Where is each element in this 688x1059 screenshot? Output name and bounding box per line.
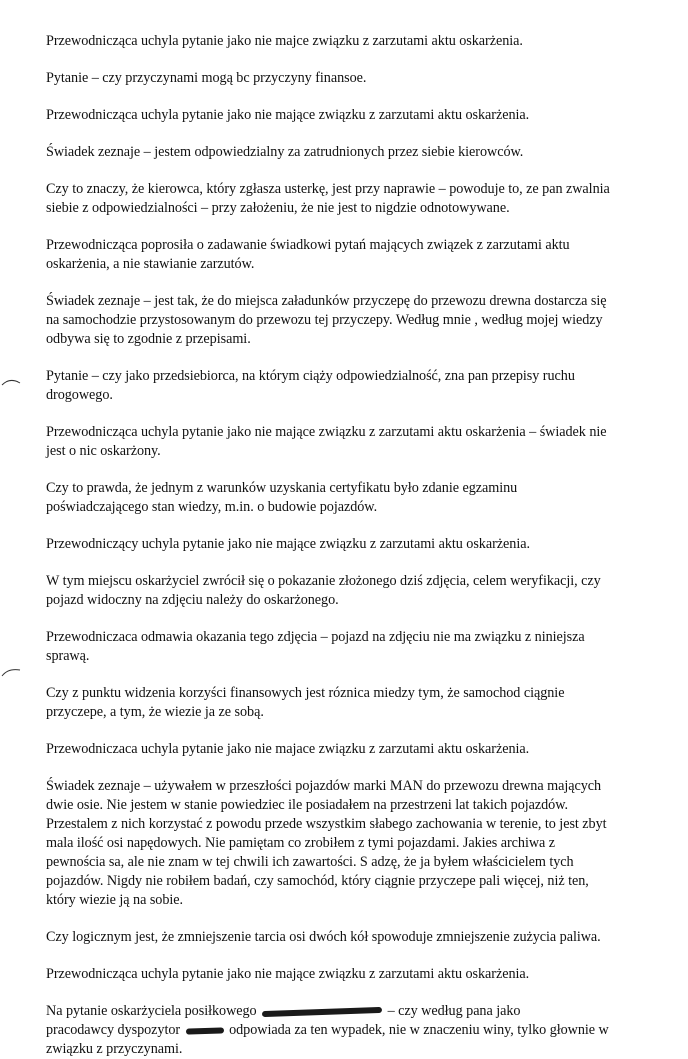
paragraph — [46, 180, 648, 218]
paragraph-line: Świadek zeznaje – używałem w przeszłości pojazdów marki MAN do przewozu drewna mających — [46, 778, 602, 794]
paragraph-line: Przewodniczaca odmawia okazania tego zdjęcia – pojazd na zdjęciu nie ma związku z niniejsza — [46, 629, 585, 645]
paragraph — [46, 479, 648, 517]
paragraph-line: Czy z punktu widzenia korzyści finansowych jest róznica miedzy tym, że samochod ciągnie — [46, 685, 565, 701]
paragraph-line: mala ilość osi napędowych. Nie pamiętam co zrobiłem z tymi pojazdami. Jakies archiwa z — [46, 835, 556, 851]
paragraph — [46, 965, 648, 984]
paragraph-line: sprawą. — [46, 648, 90, 664]
paragraph-line: drogowego. — [46, 387, 113, 403]
paragraph-line: pewnościa sa, ale nie znam w tej chwili ich zawartości. S adzę, że ja byłem właścicielem tych — [46, 854, 574, 870]
paragraph-line: jest o nic oskarżony. — [46, 443, 161, 459]
margin-pen-mark — [0, 375, 22, 389]
paragraph — [46, 292, 648, 349]
paragraph-line: pojazd widoczny na zdjęciu należy do oskarżonego. — [46, 592, 339, 608]
paragraph-line: Przewodnicząca uchyla pytanie jako nie mające związku z zarzutami aktu oskarżenia. — [46, 966, 530, 982]
paragraph — [46, 684, 648, 722]
paragraph — [46, 32, 648, 51]
paragraph — [46, 69, 648, 88]
paragraph-line: związku z przyczynami. — [46, 1041, 183, 1057]
paragraph-line: Przewodnicząca poprosiła o zadawanie świadkowi pytań mających związek z zarzutami aktu — [46, 237, 570, 253]
paragraph-line: Czy logicznym jest, że zmniejszenie tarcia osi dwóch kół spowoduje zmniejszenie zużycia paliwa. — [46, 929, 601, 945]
paragraph-line: który wiezie ją na sobie. — [46, 892, 184, 908]
paragraph-line: przyczepe, a tym, że wiezie ja ze sobą. — [46, 704, 264, 720]
paragraph-line: na samochodzie przystosowanym do przewozu tej przyczepy. Według mnie , według mojej wiedzy — [46, 312, 603, 328]
paragraph-line: Przewodnicząca uchyla pytanie jako nie mające związku z zarzutami aktu oskarżenia. — [46, 107, 530, 123]
paragraph — [46, 777, 648, 910]
paragraph-line: pojazdów. Nigdy nie robiłem badań, czy samochód, który ciągnie przyczepe pali więcej, niż ten, — [46, 873, 589, 889]
paragraph — [46, 423, 648, 461]
paragraph-line: Świadek zeznaje – jestem odpowiedzialny za zatrudnionych przez siebie kierowców. — [46, 144, 524, 160]
text-segment: Na pytanie oskarżyciela posiłkowego — [46, 1003, 261, 1019]
paragraph-line: dwie osie. Nie jestem w stanie powiedziec ile posiadałem na przestrzeni lat takich pojazdów. — [46, 797, 568, 813]
paragraph-line: Przestalem z nich korzystać z powodu przede wszystkim słabego zachowania w terenie, to jest zbyt — [46, 816, 607, 832]
paragraph-line: Świadek zeznaje – jest tak, że do miejsca załadunków przyczepę do przewozu drewna dostarcza się — [46, 293, 607, 309]
paragraph-line: Przewodnicząca uchyla pytanie jako nie mające związku z zarzutami aktu oskarżenia – świadek nie — [46, 424, 607, 440]
paragraph-line: Czy to prawda, że jednym z warunków uzyskania certyfikatu było zdanie egzaminu — [46, 480, 518, 496]
redaction-mark — [185, 1027, 223, 1034]
paragraph-line: Przewodniczący uchyla pytanie jako nie mające związku z zarzutami aktu oskarżenia. — [46, 536, 530, 552]
paragraph — [46, 535, 648, 554]
paragraph-line: Pytanie – czy przyczynami mogą bc przyczyny finansoe. — [46, 70, 367, 86]
paragraph — [46, 367, 648, 405]
margin-pen-mark — [0, 664, 22, 678]
document-body — [46, 32, 648, 1059]
paragraph — [46, 106, 648, 125]
paragraph — [46, 740, 648, 759]
paragraph-line: pracodawcy dyspozytor odpowiada za ten wypadek, nie w znaczeniu winy, tylko głownie w — [46, 1022, 609, 1038]
text-segment: odpowiada za ten wypadek, nie w znaczeniu winy, tylko głownie w — [229, 1022, 609, 1038]
paragraph-line: Czy to znaczy, że kierowca, który zgłasza usterkę, jest przy naprawie – powoduje to, ze pan zwalnia — [46, 181, 610, 197]
redaction-mark — [262, 1007, 382, 1017]
paragraph — [46, 1002, 648, 1059]
paragraph-line: Przewodniczaca uchyla pytanie jako nie majace związku z zarzutami aktu oskarżenia. — [46, 741, 530, 757]
text-segment: – czy według pana jako — [384, 1003, 521, 1019]
paragraph — [46, 143, 648, 162]
paragraph-line: Pytanie – czy jako przedsiebiorca, na którym ciąży odpowiedzialność, zna pan przepisy ruchu — [46, 368, 575, 384]
paragraph — [46, 928, 648, 947]
paragraph — [46, 236, 648, 274]
paragraph — [46, 572, 648, 610]
paragraph-line: W tym miejscu oskarżyciel zwrócił się o pokazanie złożonego dziś zdjęcia, celem weryfikacji, czy — [46, 573, 601, 589]
paragraph-line: poświadczającego stan wiedzy, m.in. o budowie pojazdów. — [46, 499, 378, 515]
paragraph-line: odbywa się to zgodnie z przepisami. — [46, 331, 251, 347]
paragraph-line: oskarżenia, a nie stawianie zarzutów. — [46, 256, 255, 272]
paragraph — [46, 628, 648, 666]
paragraph-line — [46, 1002, 648, 1021]
paragraph-line: Przewodnicząca uchyla pytanie jako nie majce związku z zarzutami aktu oskarżenia. — [46, 33, 523, 49]
paragraph-line: siebie z odpowiedzialności – przy założeniu, że nie jest to nigdzie odnotowywane. — [46, 200, 510, 216]
